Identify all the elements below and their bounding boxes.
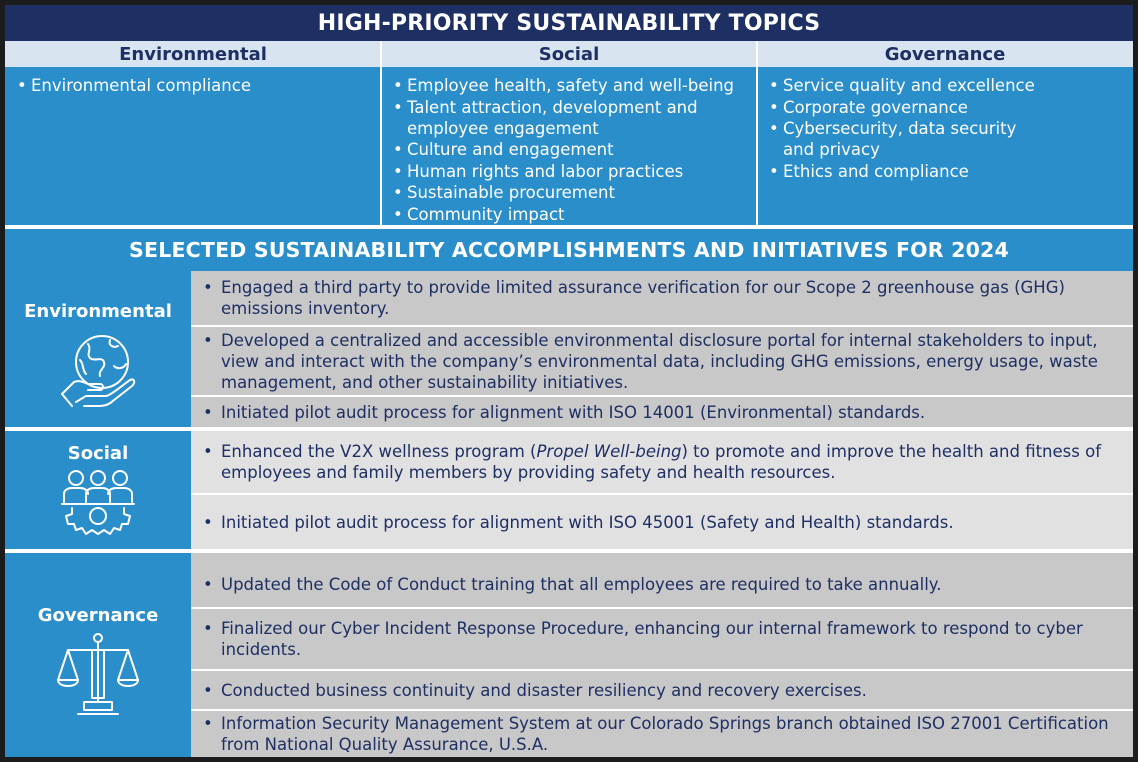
topics-heading-environmental: Environmental	[119, 43, 267, 65]
topics-column-headers	[5, 41, 1133, 67]
topics-heading-governance: Governance	[884, 43, 1006, 65]
accomplishment-row	[191, 271, 1133, 327]
accomplishment-text: • Finalized our Cyber Incident Response Procedure, enhancing our internal framework to respond to cyber incidents.	[203, 618, 1115, 660]
sustainability-infographic	[5, 5, 1133, 757]
accomplishment-row	[191, 431, 1133, 495]
program-name: Propel Well-being	[536, 442, 682, 461]
accomplishment-text: • Initiated pilot audit process for alignment with ISO 14001 (Environmental) standards.	[203, 402, 925, 423]
rows-governance	[191, 553, 1133, 757]
topic-item: • Ethics and compliance	[769, 161, 1133, 182]
accomplishment-text: • Information Security Management System at our Colorado Springs branch obtained ISO 27001 Certification from National Quality Assurance, U.S.A.	[203, 713, 1115, 755]
topics-title: HIGH-PRIORITY SUSTAINABILITY TOPICS	[317, 10, 821, 36]
topics-body	[5, 67, 1133, 225]
topics-list-social	[393, 75, 753, 225]
topic-item: • Human rights and labor practices	[393, 161, 753, 182]
accomplishments-title: SELECTED SUSTAINABILITY ACCOMPLISHMENTS AND INITIATIVES FOR 2024	[129, 238, 1009, 262]
text-before: Enhanced the V2X wellness program (	[221, 442, 537, 461]
accomplishment-text	[203, 441, 1115, 483]
topics-list-environmental	[17, 75, 381, 96]
people-gear-icon	[56, 468, 140, 544]
category-social	[5, 431, 191, 549]
topics-column-environmental	[5, 67, 381, 225]
accomplishment-row	[191, 397, 1133, 427]
topic-item: • Environmental compliance	[17, 75, 381, 96]
topic-item: • Community impact	[393, 204, 753, 225]
topics-heading-social: Social	[538, 43, 600, 65]
topic-item: • Employee health, safety and well-being	[393, 75, 753, 96]
topic-item: • Culture and engagement	[393, 139, 753, 160]
category-governance	[5, 553, 191, 757]
accomplishment-row	[191, 553, 1133, 609]
accomplishment-text: • Engaged a third party to provide limited assurance verification for our Scope 2 greenhouse gas (GHG) emissions inventory.	[203, 277, 1115, 319]
topics-column-governance	[757, 67, 1133, 225]
accomplishment-row	[191, 671, 1133, 711]
topic-item: • Sustainable procurement	[393, 182, 753, 203]
topics-banner	[5, 5, 1133, 41]
accomplishment-row	[191, 711, 1133, 757]
accomplishment-text: • Initiated pilot audit process for alignment with ISO 45001 (Safety and Health) standards.	[203, 512, 954, 533]
accomplishment-row	[191, 327, 1133, 397]
topic-item: • Corporate governance	[769, 97, 1133, 118]
accomplishment-row	[191, 609, 1133, 671]
globe-in-hand-icon	[58, 330, 138, 410]
scales-of-justice-icon	[56, 632, 140, 718]
rows-social	[191, 431, 1133, 549]
accomplishment-row	[191, 495, 1133, 549]
topic-item: • Cybersecurity, data security and privacy	[769, 118, 1039, 160]
topic-item: • Service quality and excellence	[769, 75, 1133, 96]
topic-item: • Talent attraction, development and employee engagement	[393, 97, 723, 139]
category-title: Governance	[37, 605, 159, 626]
category-title: Environmental	[24, 301, 172, 322]
rows-environmental	[191, 271, 1133, 427]
category-environmental	[5, 271, 191, 427]
topics-list-governance	[769, 75, 1133, 182]
column-divider	[380, 41, 382, 225]
column-divider	[756, 41, 758, 225]
accomplishment-text: • Updated the Code of Conduct training that all employees are required to take annually.	[203, 574, 941, 595]
category-title: Social	[67, 443, 129, 464]
topics-column-social	[381, 67, 757, 225]
accomplishment-text: • Developed a centralized and accessible environmental disclosure portal for internal stakeholders to input, view and interact with the company’s environmental data, including GHG emissions, energy usage, waste management, and other sustainability initiatives.	[203, 330, 1115, 393]
accomplishments-banner	[5, 229, 1133, 271]
text-after: ) to promote and improve the health and fitness of employees and family members by providing safety and health resources.	[221, 442, 1102, 482]
accomplishment-text: • Conducted business continuity and disaster resiliency and recovery exercises.	[203, 680, 867, 701]
